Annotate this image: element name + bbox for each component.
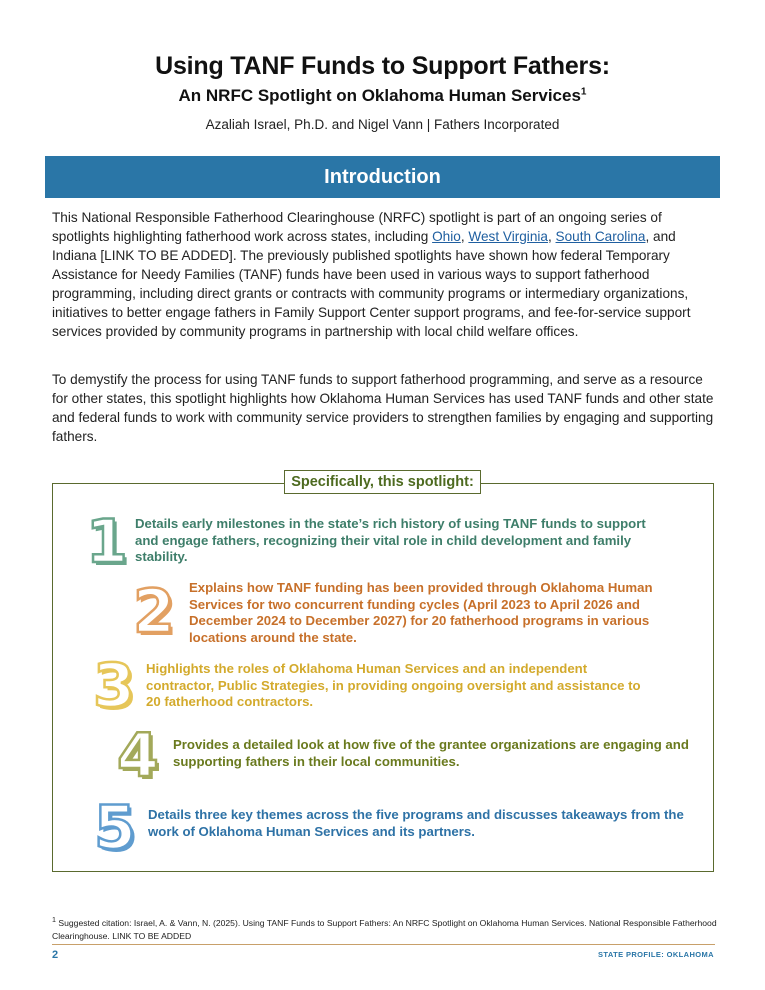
separator: , xyxy=(547,229,556,244)
footnote xyxy=(52,914,722,943)
section-banner xyxy=(45,156,720,198)
document-subtitle xyxy=(0,86,765,106)
page-number: 2 xyxy=(52,949,59,961)
link-ohio[interactable]: Ohio xyxy=(432,229,461,244)
link-west-virginia[interactable]: West Virginia xyxy=(468,229,548,244)
running-footer: STATE PROFILE: OKLAHOMA xyxy=(598,950,714,959)
section-heading: Introduction xyxy=(324,165,441,188)
footnote-marker: 1 xyxy=(52,916,56,924)
spotlight-item-1: Details early milestones in the state’s rich history of using TANF funds to support and engage fathers, recognizing their vital role in child development and family stability. xyxy=(135,516,646,564)
spotlight-item-4: Provides a detailed look at how five of the grantee organizations are engaging and supporting fathers in their local communities. xyxy=(173,737,689,769)
footer-rule xyxy=(52,944,715,945)
intro-paragraph-2: To demystify the process for using TANF funds to support fatherhood programming, and serve as a resource for other states, this spotlight highlights how Oklahoma Human Services has used TANF funds and other state and federal funds to work with community service providers to strengthen families by engaging and supporting fathers. xyxy=(52,372,714,444)
subtitle-text: An NRFC Spotlight on Oklahoma Human Services xyxy=(178,86,581,105)
spotlight-item-3: Highlights the roles of Oklahoma Human Services and an independent contractor, Public Strategies, in providing ongoing oversight and assistance to 20 fatherhood contractors. xyxy=(146,661,641,709)
intro-text-a: This National Responsible Fatherhood Clearinghouse (NRFC) spotlight is part of an ongoing series of spotlights highlighting fatherhood work across states, including xyxy=(52,210,662,244)
separator: , xyxy=(460,229,469,244)
document-title: Using TANF Funds to Support Fathers: xyxy=(155,52,610,80)
authors-line: Azaliah Israel, Ph.D. and Nigel Vann | Fathers Incorporated xyxy=(205,117,560,132)
number-one-graphic: 1 xyxy=(86,507,128,577)
footnote-reference[interactable]: 1 xyxy=(580,86,587,98)
link-south-carolina[interactable]: South Carolina xyxy=(555,229,646,244)
spotlight-item-2: Explains how TANF funding has been provided through Oklahoma Human Services for two concurrent funding cycles (April 2023 to April 2026 and December 2024 to December 2027) for 20 fatherhood programs in various locations around the state. xyxy=(189,580,653,645)
number-five-graphic: 5 xyxy=(94,793,136,863)
spotlight-heading-wrap xyxy=(0,470,765,494)
number-two-graphic: 2 xyxy=(133,577,175,647)
intro-paragraph-1 xyxy=(52,208,714,341)
spotlight-item-5: Details three key themes across the five programs and discusses takeaways from the work of Oklahoma Human Services and its partners. xyxy=(148,807,684,839)
spotlight-heading: Specifically, this spotlight: xyxy=(284,470,481,494)
intro-text-b: , and Indiana [LINK TO BE ADDED]. The previously published spotlights have shown how federal Temporary Assistance for Needy Families (TANF) funds have been used in various ways to support fatherhood programming, including direct grants or contracts with community programs or intermediary organizations, initiatives to better engage fathers in Family Support Center support programs, and fee-for-service support services provided by community programs in partnership with local child welfare offices. xyxy=(52,229,691,339)
number-four-graphic: 4 xyxy=(117,721,159,791)
footnote-text: Suggested citation: Israel, A. & Vann, N. (2025). Using TANF Funds to Support Fathers: An NRFC Spotlight on Oklahoma Human Services. National Responsible Fatherhood Clearinghouse. LINK TO BE ADDED xyxy=(52,917,717,941)
number-three-graphic: 3 xyxy=(93,651,135,721)
